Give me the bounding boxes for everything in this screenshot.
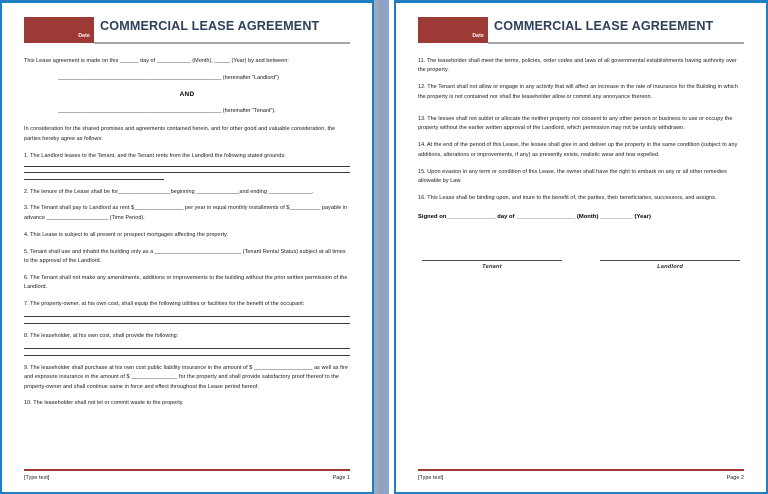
page-header	[24, 16, 350, 46]
clause-5: 5. Tenant shall use and inhabit the building only as a ____________________________ (Tenant Rental Status) subject at all times to the approval of the Landlord.	[24, 248, 346, 264]
footer-page-number: Page 2	[726, 475, 744, 481]
clause-1: 1. The Landlord leases to the Tenant, and the Tenant rents from the Landlord the following stated grounds:	[24, 152, 286, 159]
title-divider	[488, 42, 744, 44]
tenant-signature-line[interactable]: ______________________________________________________ (hereinafter "Tenant").	[58, 108, 276, 115]
blank-line[interactable]	[24, 355, 350, 356]
page-footer	[418, 469, 744, 492]
clause-13: 13. The lessee shall not sublet or allocate the neither property nor consent to any other person or business to use or occupy the property without the earlier written approval of the Landlord, which permission may not be unduly withdrawn.	[418, 116, 733, 132]
signature-block	[418, 260, 744, 270]
page-body	[418, 57, 744, 469]
footer-divider	[24, 469, 350, 471]
page-footer	[24, 469, 350, 492]
clause-12: 12. The Tenant shall not allow or engage in any activity that will affect an increase in the rate of insurance for the Building in which the property is not contained nor shall the leaseholder allow or commit any annoyance thereon.	[418, 84, 738, 100]
clause-7-blank-lines[interactable]	[24, 316, 350, 324]
page-title: COMMERCIAL LEASE AGREEMENT	[494, 19, 714, 33]
blank-line[interactable]	[24, 316, 350, 317]
blank-line[interactable]	[24, 179, 164, 180]
signed-on-line[interactable]: Signed on_______________ day of __________________ (Month) __________ (Year)	[418, 214, 651, 221]
footer-page-number: Page 1	[332, 475, 350, 481]
landlord-signature-label: Landlord	[657, 264, 684, 271]
clause-1-blank-lines[interactable]	[24, 166, 350, 180]
clause-16: 16. This Lease shall be binding upon, and inure to the benefit of, the parties, their beneficiaries, successors, and assigns.	[418, 194, 717, 201]
footer-text-placeholder[interactable]: [Type text]	[418, 475, 444, 481]
clause-14: 14. At the end of the period of this Lease, the lessee shall give in and deliver up the property in the same condition (subject to any additions, alterations or improvements, if any) as presently exists, realistic wear and tear expelled.	[418, 142, 738, 158]
date-placeholder-box[interactable]	[24, 17, 94, 43]
document-page-2[interactable]	[394, 0, 768, 494]
blank-line[interactable]	[24, 172, 350, 173]
clause-3: 3. The Tenant shall pay to Landlord as rent $________________ per year in equal monthly installments of $__________ payable in advance ____________________ (Time Period).	[24, 205, 348, 221]
landlord-signature-field[interactable]	[600, 260, 740, 270]
tenant-signature-label: Tenant	[482, 264, 502, 271]
clause-7: 7. The property-owner, at his own cost, shall equip the following utilities or facilities for the benefit of the occupant:	[24, 301, 305, 308]
clause-15: 15. Upon evasion in any term or condition of this Lease, the owner shall have the right to embark on any or all other remedies allowable by Law.	[418, 168, 727, 184]
date-placeholder-box[interactable]	[418, 17, 488, 43]
blank-line[interactable]	[24, 166, 350, 167]
clause-8-blank-lines[interactable]	[24, 348, 350, 356]
clause-11: 11. The leaseholder shall meet the terms, policies, order codes and laws of all governmental establishments having authority over the property.	[418, 58, 737, 74]
footer-text-placeholder[interactable]: [Type text]	[24, 475, 50, 481]
footer-divider	[418, 469, 744, 471]
clause-8: 8. The leaseholder, at his own cost, shall provide the following:	[24, 332, 179, 339]
consideration-paragraph: In consideration for the shared promises and agreements contained herein, and for other good and valuable consideration, the parties hereby agree as follows:	[24, 126, 336, 142]
page-title: COMMERCIAL LEASE AGREEMENT	[100, 19, 320, 33]
clause-6: 6. The Tenant shall not make any amendments, additions or improvements to the building without the prior written permission of the Landlord.	[24, 274, 348, 291]
title-divider	[94, 42, 350, 44]
clause-10: 10. The leaseholder shall not let or commit waste to the property.	[24, 400, 184, 407]
and-separator: AND	[179, 91, 195, 99]
clause-2: 2. The tenure of the Lease shall be for_________________beginning ______________and ending ______________.	[24, 188, 314, 195]
page-body	[24, 57, 350, 469]
blank-line[interactable]	[24, 323, 350, 324]
blank-line[interactable]	[24, 348, 350, 349]
tenant-signature-field[interactable]	[422, 260, 562, 270]
page-header	[418, 16, 744, 46]
date-label: Date	[78, 33, 90, 39]
clause-4: 4. This Lease is subject to all present or prospect mortgages affecting the property.	[24, 231, 228, 238]
date-label: Date	[472, 33, 484, 39]
document-page-1[interactable]	[0, 0, 374, 494]
landlord-signature-line[interactable]: ______________________________________________________ (hereinafter "Landlord")	[58, 74, 279, 81]
clause-9: 9. The leaseholder shall purchase at his own cost public liability insurance in the amount of $ ___________________ as well as fire and exposure insurance in the amount of $ _______________ for the property and shall provide satisfactory proof thereof to the property-owner and shall continue same in force and effect throughout the Lease period hereof.	[24, 364, 348, 390]
intro-paragraph: This Lease agreement is made on this ______ day of ___________ (Month), _____ (Year) by and between:	[24, 58, 289, 64]
